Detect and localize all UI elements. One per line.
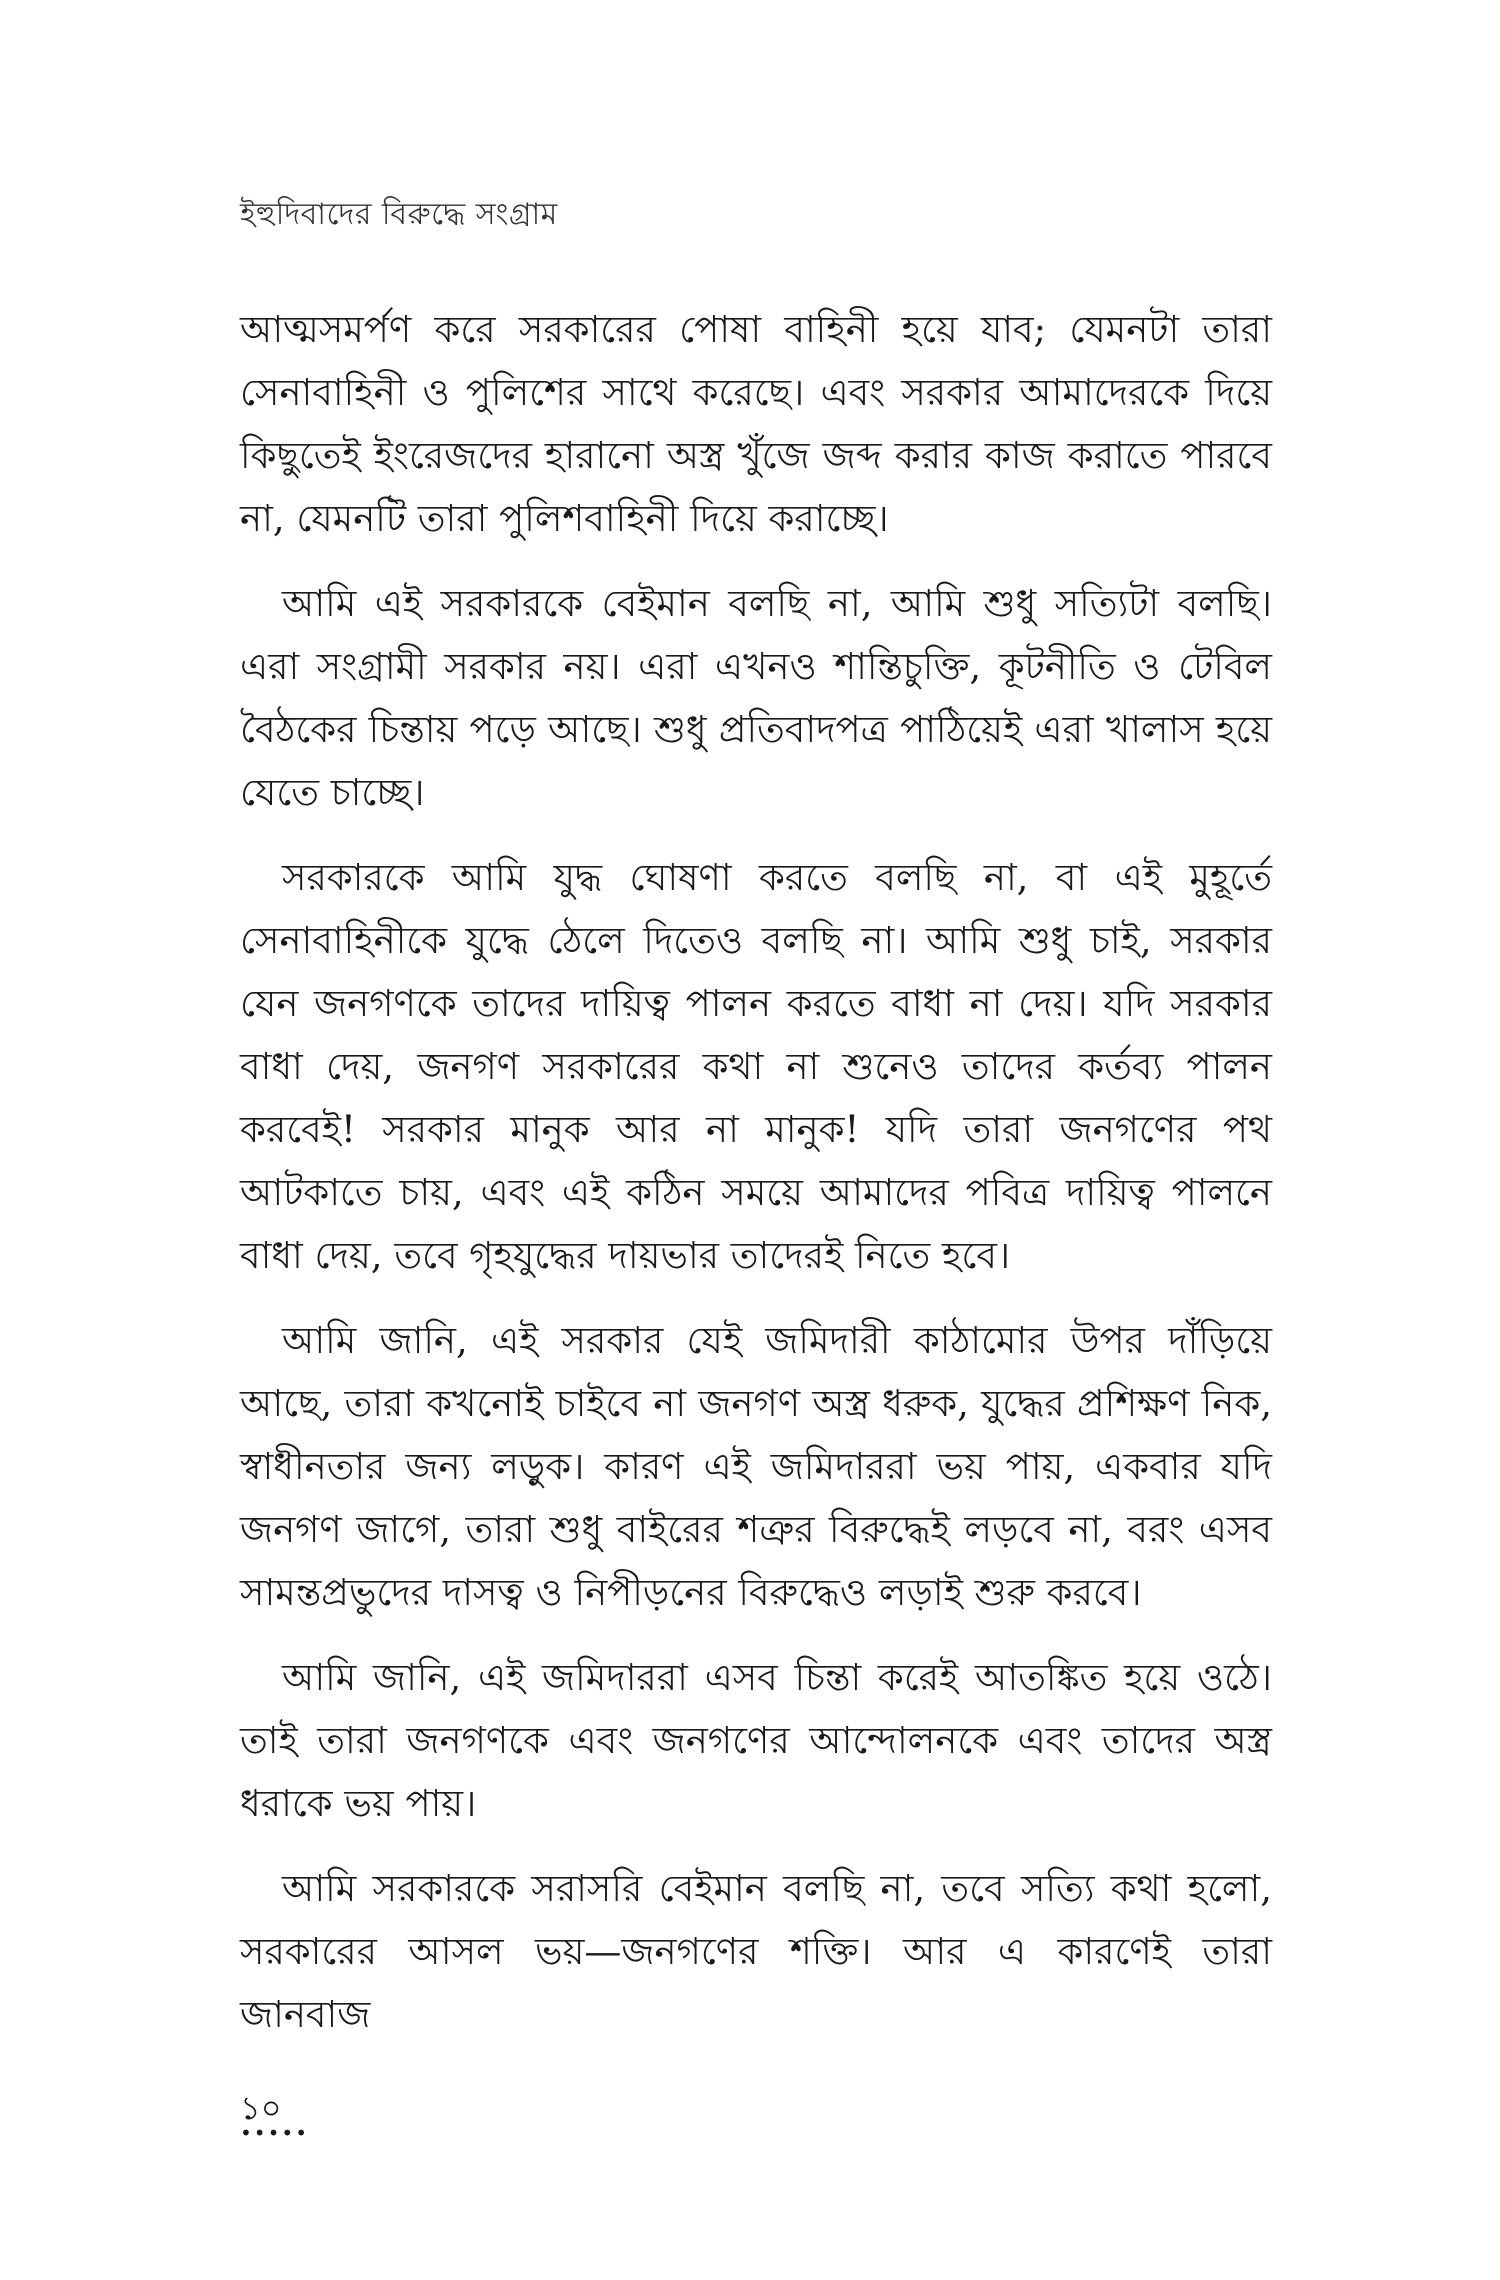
paragraph-2: আমি এই সরকারকে বেইমান বলছি না, আমি শুধু সত্যিটা বলছি। এরা সংগ্রামী সরকার নয়। এরা এখনও শান্তিচুক্তি, কূটনীতি ও টেবিল বৈঠকের চিন্তায় পড়ে আছে। শুধু প্রতিবাদপত্র পাঠিয়েই এরা খালাস হয়ে যেতে চাচ্ছে। <box>240 582 1272 814</box>
running-header: ইহুদিবাদের বিরুদ্ধে সংগ্রাম <box>240 197 558 232</box>
folio-ornament: ••••• <box>240 2121 309 2145</box>
paragraph-5: আমি জানি, এই জমিদাররা এসব চিন্তা করেই আতঙ্কিত হয়ে ওঠে। তাই তারা জনগণকে এবং জনগণের আন্দোলনকে এবং তাদের অস্ত্র ধরাকে ভয় পায়। <box>240 1656 1272 1825</box>
paragraph-6: আমি সরকারকে সরাসরি বেইমান বলছি না, তবে সত্যি কথা হলো, সরকারের আসল ভয়—জনগণের শক্তি। আর এ কারণেই তারা জানবাজ <box>240 1867 1272 2036</box>
body-text <box>240 298 1272 2068</box>
paragraph-3: সরকারকে আমি যুদ্ধ ঘোষণা করতে বলছি না, বা এই মুহূর্তে সেনাবাহিনীকে যুদ্ধে ঠেলে দিতেও বলছি না। আমি শুধু চাই, সরকার যেন জনগণকে তাদের দায়িত্ব পালন করতে বাধা না দেয়। যদি সরকার বাধা দেয়, জনগণ সরকারের কথা না শুনেও তাদের কর্তব্য পালন করবেই! সরকার মানুক আর না মানুক! যদি তারা জনগণের পথ আটকাতে চায়, এবং এই কঠিন সময়ে আমাদের পবিত্র দায়িত্ব পালনে বাধা দেয়, তবে গৃহযুদ্ধের দায়ভার তাদেরই নিতে হবে। <box>240 856 1272 1277</box>
paragraph-1: আত্মসমর্পণ করে সরকারের পোষা বাহিনী হয়ে যাব; যেমনটা তারা সেনাবাহিনী ও পুলিশের সাথে করেছে। এবং সরকার আমাদেরকে দিয়ে কিছুতেই ইংরেজদের হারানো অস্ত্র খুঁজে জব্দ করার কাজ করাতে পারবে না, যেমনটি তারা পুলিশবাহিনী দিয়ে করাচ্ছে। <box>240 308 1272 540</box>
folio <box>240 2089 309 2145</box>
page-number: ১০ <box>240 2089 282 2127</box>
paragraph-4: আমি জানি, এই সরকার যেই জমিদারী কাঠামোর উপর দাঁড়িয়ে আছে, তারা কখনোই চাইবে না জনগণ অস্ত্র ধরুক, যুদ্ধের প্রশিক্ষণ নিক, স্বাধীনতার জন্য লড়ুক। কারণ এই জমিদাররা ভয় পায়, একবার যদি জনগণ জাগে, তারা শুধু বাইরের শত্রুর বিরুদ্ধেই লড়বে না, বরং এসব সামন্তপ্রভুদের দাসত্ব ও নিপীড়নের বিরুদ্ধেও লড়াই শুরু করবে। <box>240 1319 1272 1614</box>
